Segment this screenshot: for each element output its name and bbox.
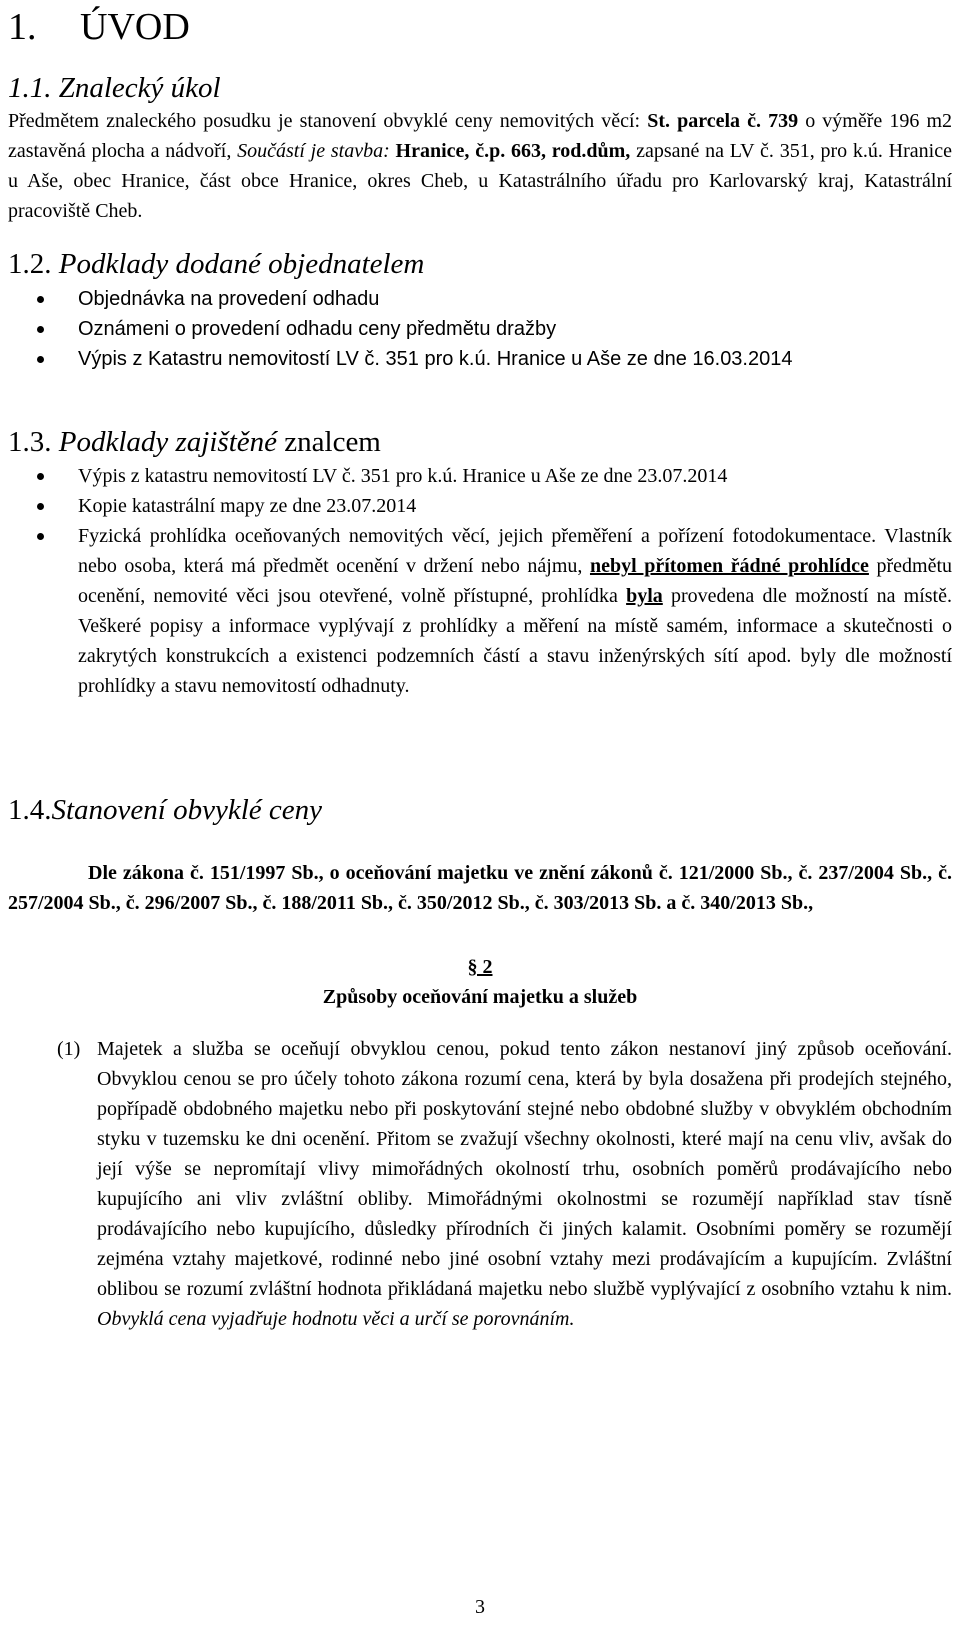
list-item: Objednávka na provedení odhadu [8,284,952,314]
list-item: Oznámeni o provedení odhadu ceny předmětu dražby [8,314,952,344]
list-item: Kopie katastrální mapy ze dne 23.07.2014 [8,491,952,521]
paragraph-title: Způsoby oceňování majetku a služeb [322,986,638,1008]
section-1-2-list [8,284,952,374]
list-item: Fyzická prohlídka oceňovaných nemovitých věcí, jejich přeměření a pořízení fotodokumentace. Vlastník nebo osoba, která má předmět ocenění v držení nebo nájmu, nebyl přítomen řádné prohlídce předmětu ocenění, nemovité věci jsou otevřené, volně přístupné, prohlídka byla provedena dle možností na místě. Veškeré popisy a informace vyplývají z prohlídky a měření na místě samém, informace a skutečnosti o zakrytých konstrukcích a existenci podzemních částí a stavu inženýrských sítí apod. byly dle možností prohlídky a stavu nemovitostí odhadnuty. [8,521,952,701]
paragraph-sign: § 2 [467,956,493,978]
law-reference: Dle zákona č. 151/1997 Sb., o oceňování majetku ve znění zákonů č. 121/2000 Sb., č. 237/2004 Sb., č. 257/2004 Sb., č. 296/2007 Sb., č. 188/2011 Sb., č. 350/2012 Sb., č. 303/2013 Sb. a č. 340/2013 Sb., [8,862,952,914]
section-1-4-heading: 1.4.Stanovení obvyklé ceny [8,794,323,826]
chapter-heading [8,4,952,50]
list-item: Výpis z katastru nemovitostí LV č. 351 pro k.ú. Hranice u Aše ze dne 23.07.2014 [8,461,952,491]
section-1-3-list [8,461,952,701]
section-1-3-heading: 1.3. Podklady zajištěné znalcem [8,426,381,458]
section-1-2-heading: 1.2. Podklady dodané objednatelem [8,248,425,280]
chapter-title: ÚVOD [80,6,190,48]
paragraph-number: (1) [57,1038,81,1060]
section-1-1-text: Předmětem znaleckého posudku je stanovení obvyklé ceny nemovitých věcí: St. parcela č. 739 o výměře 196 m2 zastavěná plocha a nádvoří, Součástí je stavba: Hranice, č.p. 663, rod.dům, zapsané na LV č. 351, pro k.ú. Hranice u Aše, obec Hranice, část obce Hranice, okres Cheb, u Katastrálního úřadu pro Karlovarský kraj, Katastrální pracoviště Cheb. [8,110,953,222]
list-item: Výpis z Katastru nemovitostí LV č. 351 pro k.ú. Hranice u Aše ze dne 16.03.2014 [8,344,952,374]
chapter-number: 1. [8,6,37,48]
section-1-1-heading: 1.1. Znalecký úkol [8,72,221,104]
paragraph-1: (1) Majetek a služba se oceňují obvyklou cenou, pokud tento zákon nestanoví jiný způsob oceňování. Obvyklou cenou se pro účely tohoto zákona rozumí cena, která by byla dosažena při prodejích stejného, popřípadě obdobného majetku nebo při poskytování stejné nebo obdobné služby v obvyklém obchodním styku v tuzemsku ke dni ocenění. Přitom se zvažují všechny okolnosti, které mají na cenu vliv, avšak do její výše se nepromítají vlivy mimořádných okolností trhu, osobních poměrů prodávajícího nebo kupujícího ani vliv zvláštní obliby. Mimořádnými okolnostmi se rozumějí například stav tísně prodávajícího nebo kupujícího, důsledky přírodních či jiných kalamit. Osobními poměry se rozumějí zejména vztahy majetkové, rodinné nebo jiné osobní vztahy mezi prodávajícím a kupujícím. Zvláštní oblibou se rozumí zvláštní hodnota přikládaná majetku nebo službě vyplývající z osobního vztahu k nim. Obvyklá cena vyjadřuje hodnotu věci a určí se porovnáním. [57,1034,952,1334]
page-number: 3 [475,1596,485,1618]
